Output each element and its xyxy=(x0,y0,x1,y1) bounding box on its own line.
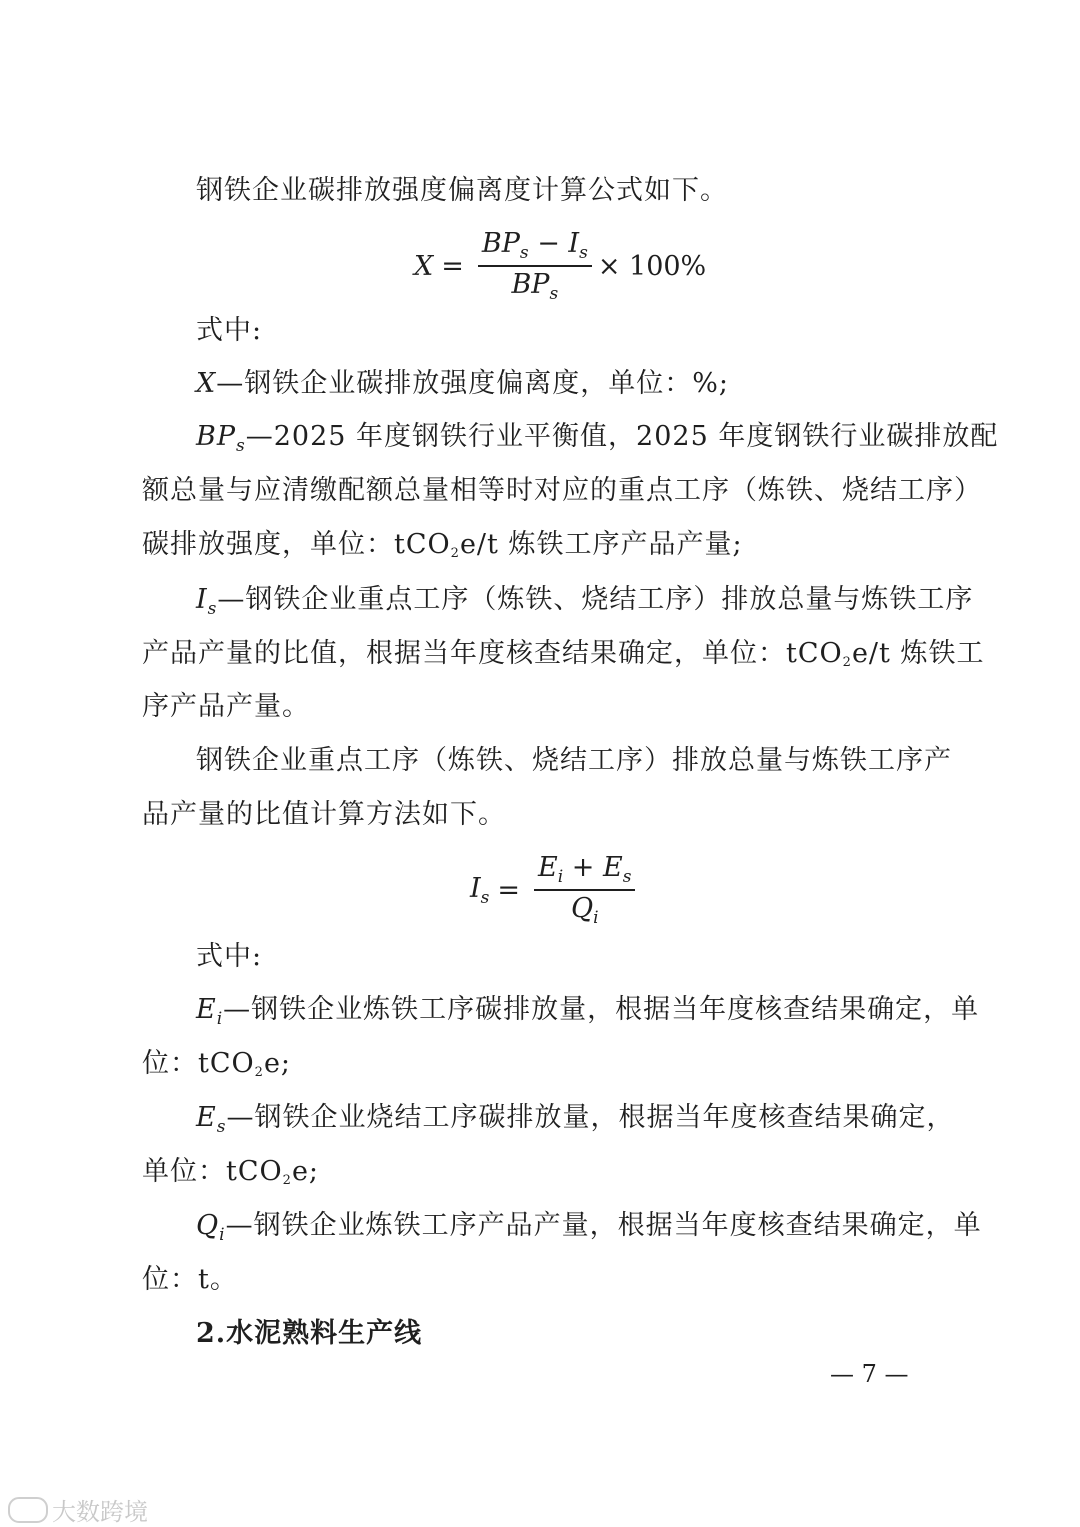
where-label: 式中: xyxy=(196,315,263,346)
watermark xyxy=(8,1492,148,1527)
definition-bps-line3: 碳排放强度，单位：tCO2e/t 炼铁工序产品产量; xyxy=(142,529,743,561)
intro-text: 钢铁企业碳排放强度偏离度计算公式如下。 xyxy=(196,175,728,206)
definition-bps: $BP_s—2025$ 年度钢铁行业平衡值，2025 年度钢铁行业碳排放配 xyxy=(196,421,999,456)
formula-multiplier: × 100% xyxy=(597,250,707,282)
fraction-denominator: $Q_i$ xyxy=(570,893,599,928)
definition-is: $I_s—$钢铁企业重点工序（炼铁、烧结工序）排放总量与炼铁工序 xyxy=(196,584,974,619)
section-heading: 2.水泥熟料生产线 xyxy=(196,1318,423,1349)
watermark-text: 大数跨境 xyxy=(52,1498,148,1526)
fraction-numerator: $E_i + E_s$ xyxy=(538,852,632,887)
where-label-2: 式中: xyxy=(196,941,263,972)
definition-x: X—钢铁企业碳排放强度偏离度，单位：%; xyxy=(196,368,729,399)
definition-ei-line2: 位：tCO2e; xyxy=(142,1048,292,1080)
definition-es: $E_s—$钢铁企业烧结工序碳排放量，根据当年度核查结果确定， xyxy=(196,1102,955,1137)
definition-qi-line2: 位：t。 xyxy=(142,1264,238,1295)
formula-symbol-is: $I_s$ xyxy=(470,872,490,908)
fraction xyxy=(478,228,592,304)
fraction xyxy=(534,852,635,928)
equals-sign: = xyxy=(441,250,464,282)
paragraph-2-line1: 钢铁企业重点工序（炼铁、烧结工序）排放总量与炼铁工序产 xyxy=(196,745,952,776)
intensity-formula xyxy=(470,852,641,928)
definition-ei: $E_i—$钢铁企业炼铁工序碳排放量，根据当年度核查结果确定，单 xyxy=(196,994,980,1029)
definition-is-line3: 序产品产量。 xyxy=(142,691,310,722)
paragraph-2-line2: 品产量的比值计算方法如下。 xyxy=(142,799,506,830)
deviation-formula xyxy=(414,228,706,304)
equals-sign: = xyxy=(497,874,521,906)
fraction-denominator: $BP_s$ xyxy=(511,269,559,304)
definition-bps-line2: 额总量与应清缴配额总量相等时对应的重点工序（炼铁、烧结工序） xyxy=(142,475,982,506)
page-number: — 7 — xyxy=(830,1360,909,1388)
fraction-numerator: $BP_s - I_s$ xyxy=(481,228,588,263)
definition-es-line2: 单位：tCO2e; xyxy=(142,1156,320,1188)
formula-symbol-x: X xyxy=(414,250,434,282)
watermark-logo-icon xyxy=(8,1497,48,1523)
definition-is-line2: 产品产量的比值，根据当年度核查结果确定，单位：tCO2e/t 炼铁工 xyxy=(142,638,985,670)
definition-qi: $Q_i—$钢铁企业炼铁工序产品产量，根据当年度核查结果确定，单 xyxy=(196,1210,982,1245)
